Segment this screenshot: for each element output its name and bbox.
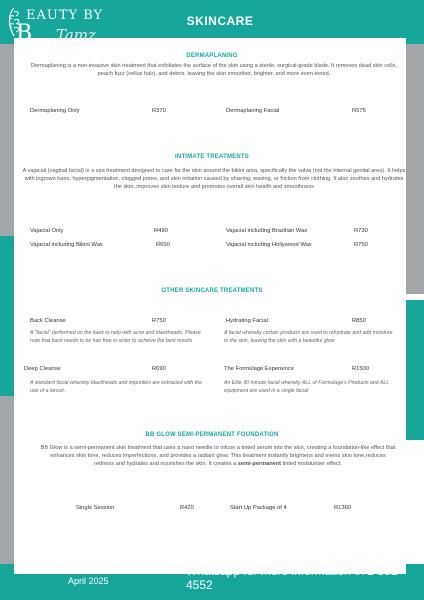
- item-description: An Elite 90 minute facial whereby ALL of Formulage's Products and ALL equipment are used in a single facial: [224, 380, 390, 394]
- item-name: Vajacial Only: [30, 228, 64, 234]
- bbglow-desc-bold: semi-permanent: [237, 461, 282, 467]
- item-description: A "facial" performed on the back to help with acne and blackheads. Please note that back needs to be hair free in order to achieve the best results: [30, 330, 201, 344]
- item-name: Deep Cleanse: [24, 366, 61, 372]
- item-price: R650: [156, 242, 170, 248]
- decor-grey-left: [0, 44, 14, 244]
- item-price: R420: [180, 505, 194, 511]
- bbglow-description: [40, 444, 396, 468]
- item-price: R750: [354, 242, 368, 248]
- item-name: Single Session: [76, 505, 115, 511]
- item-name: Vajacial including Bikini Wax: [30, 242, 103, 248]
- logo-line1: EAUTY BY: [26, 8, 104, 23]
- item-price: R370: [152, 108, 166, 114]
- item-name: Vajacial including Brazilian Wax: [226, 228, 308, 234]
- item-price: R690: [152, 366, 166, 372]
- section-title-intimate: INTIMATE TREATMENTS: [175, 154, 249, 160]
- footer-date: April 2025: [68, 576, 109, 586]
- item-price: R850: [352, 318, 366, 324]
- item-name: Dermaplaning Only: [30, 108, 80, 114]
- svg-text:B: B: [16, 21, 33, 44]
- item-price: R750: [152, 318, 166, 324]
- section-title-other: OTHER SKINCARE TREATMENTS: [161, 288, 263, 294]
- logo-line2: Tamz: [56, 26, 96, 44]
- decor-teal-right: [404, 300, 424, 440]
- item-description: A standard facial whereby blackheads and impurities are extracted with the use of a lancet.: [30, 380, 202, 394]
- item-name: Dermaplaning Facial: [226, 108, 280, 114]
- bbglow-desc-post: tinted moisturiser effect.: [281, 461, 342, 467]
- item-price: R730: [354, 228, 368, 234]
- decor-grey-right: [404, 44, 424, 294]
- whatsapp-contact[interactable]: Whatsapp for more information 072 591 4552: [186, 564, 398, 592]
- item-name: Vajacial including Hollywood Wax: [226, 242, 312, 248]
- item-name: Back Cleanse: [30, 318, 66, 324]
- item-price: R1360: [334, 505, 352, 511]
- item-price: R490: [154, 228, 168, 234]
- item-price: R575: [352, 108, 366, 114]
- item-name: Start Up Package of 4: [230, 505, 287, 511]
- item-name: Hydrating Facial: [226, 318, 268, 324]
- item-price: R1500: [352, 366, 370, 372]
- item-description: A facial whereby certain products are used to rehydrate and add moisture to the skin, leaving the skin with a beautiful glow: [224, 330, 393, 344]
- page-title: SKINCARE: [186, 14, 254, 28]
- dermaplaning-description: Dermaplaning is a non-invasive skin treatment that exfoliates the surface of the skin using a sterile, surgical-grade blade. It removes dead skin cells, peach fuzz (vellus hair), and debris, leaving the skin smoother, brighter, and more even-toned.: [31, 63, 397, 77]
- brand-logo: [4, 4, 116, 44]
- section-title-dermaplaning: DERMAPLANING: [186, 53, 238, 59]
- section-title-bbglow: BB GLOW SEMI-PERMANENT FOUNDATION: [145, 432, 279, 438]
- content-card: [14, 38, 406, 574]
- item-name: The Formulage Experience: [224, 366, 294, 372]
- bbglow-desc-pre: BB Glow is a semi-permanent skin treatment that uses a nano needle to infuse a tinted serum into the skin, creating a foundation-like effect that enhances skin tone, reduces imperfections, and provides a radiant glow. This treatment instantly brightens and evens skin tone,reduces redness and hydrates and nourishes the skin. It creates a: [40, 445, 396, 467]
- intimate-description: A vajacial (vaginal facial) is a spa treatment designed to care for the skin around the bikini area, specifically the vulva (not the internal genital area). It helps with ingrown hairs, hyperpigmentation, clogged pores, and skin irritation caused by shaving, waxing, or friction from clothing. It also soothes and hydrates the skin, improves skin texture and promotes overall skin health and smoothness: [22, 168, 406, 190]
